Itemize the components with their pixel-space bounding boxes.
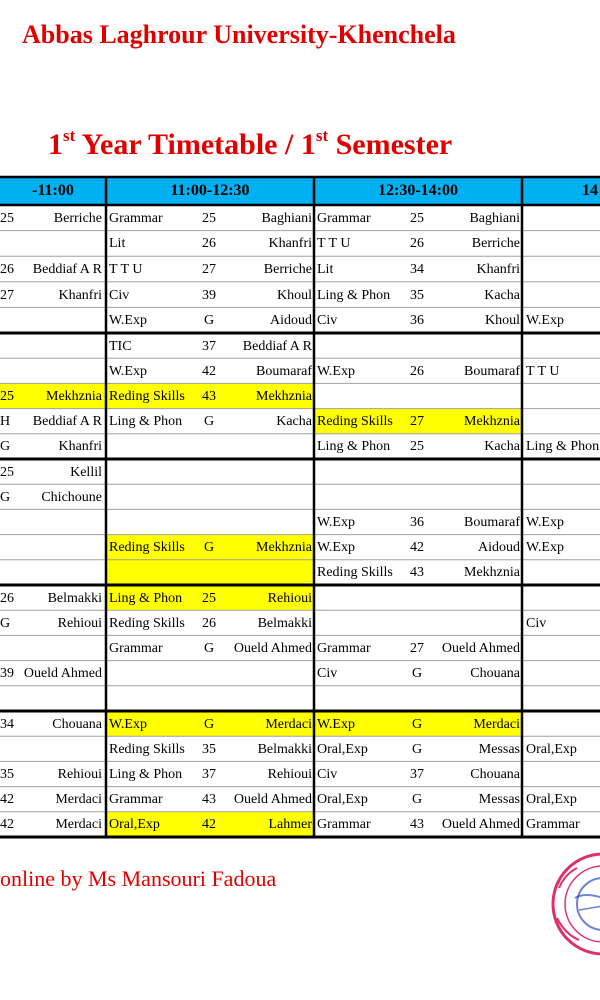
subject-name: Oral,Exp [317,741,368,757]
room-number: 34 [0,716,14,732]
room-number: H [0,414,11,430]
subject-name: T T U [317,236,351,252]
teacher-name: Merdaci [55,792,102,808]
subject-name: Ling & Phon [317,439,391,455]
teacher-name: Berriche [53,210,102,226]
subject-name: T T U [526,363,560,379]
subject-name: Oral,Exp [526,792,577,808]
time-slot-header: -11:00 [0,177,106,205]
room-number: 27 [0,287,14,303]
subject-name: W.Exp [317,540,355,556]
university-seal-stamp-icon [545,848,600,963]
subject-name: Grammar [526,817,580,833]
subject-name: Reding Skills [109,540,185,556]
subject-name: Grammar [317,210,371,226]
subject-name: Oral,Exp [109,817,160,833]
room-number: 27 [202,262,216,277]
room-number: 27 [410,641,424,656]
time-slot-header: 14 [522,177,600,205]
room-number: 25 [410,210,424,226]
room-number: 25 [202,210,216,226]
room-number: 42 [410,540,424,556]
teacher-name: Kellil [70,464,102,480]
teacher-name: Kacha [484,287,520,303]
teacher-name: Mekhznia [464,414,520,430]
room-number: 43 [410,565,424,581]
room-number: 39 [202,287,216,303]
time-slot-header: 11:00-12:30 [106,177,314,205]
time-slot-header: 12:30-14:00 [314,177,522,205]
subject-name: W.Exp [526,313,564,329]
subject-name: W.Exp [317,716,355,732]
subject-name: W.Exp [526,515,564,530]
subject-name: Civ [317,767,338,782]
teacher-name: Merdaci [473,716,520,732]
room-number: G [203,313,215,329]
subject-name: Oral,Exp [526,741,577,757]
teacher-name: Merdaci [55,817,102,833]
teacher-name: Messas [478,741,520,757]
teacher-name: Chouana [470,767,520,782]
teacher-name: Rehioui [267,767,312,782]
subject-name: Grammar [109,792,163,808]
room-number: 27 [410,414,424,430]
room-number: 36 [410,515,424,530]
teacher-name: Beddiaf A R [32,414,102,430]
subject-name: Grammar [109,210,163,226]
subject-name: Reding Skills [109,741,185,757]
teacher-name: Khoul [485,313,520,329]
room-number: G [0,615,11,631]
room-number: 34 [410,262,424,277]
room-number: 35 [202,741,216,757]
teacher-name: Oueld Ahmed [233,792,312,808]
room-number: 26 [202,615,216,631]
room-number: 26 [410,236,424,252]
teacher-name: Lahmer [268,817,312,833]
subject-name: Oral,Exp [317,792,368,808]
subject-name: T T U [109,262,143,277]
teacher-name: Khoul [277,287,312,303]
timetable-title: 1st Year Timetable / 1st Semester [48,126,453,161]
teacher-name: Mekhznia [46,389,102,404]
subject-name: Reding Skills [109,389,185,404]
room-number: G [411,666,423,682]
subject-name: W.Exp [317,363,355,379]
subject-name: Civ [109,287,130,303]
room-number: 43 [202,389,216,404]
teacher-name: Oueld Ahmed [23,666,102,682]
room-number: 42 [202,363,216,379]
subject-name: W.Exp [317,515,355,530]
teacher-name: Khanfri [476,262,520,277]
subject-name: W.Exp [109,716,147,732]
subject-name: Civ [317,666,338,682]
room-number: 37 [202,767,216,782]
room-number: G [411,741,423,757]
teacher-name: Boumaraf [256,363,312,379]
subject-name: Ling & Phon [109,767,183,782]
teacher-name: Oueld Ahmed [441,641,520,656]
teacher-name: Belmakki [257,615,312,631]
room-number: 26 [0,590,14,606]
teacher-name: Belmakki [257,741,312,757]
subject-name: Grammar [109,641,163,656]
teacher-name: Aidoud [478,540,520,556]
teacher-name: Beddiaf A R [32,262,102,277]
teacher-name: Mekhznia [256,540,312,556]
room-number: 26 [202,236,216,252]
room-number: 26 [0,262,14,277]
teacher-name: Kacha [484,439,520,455]
teacher-name: Rehioui [57,767,102,782]
teacher-name: Belmakki [47,590,102,606]
teacher-name: Baghiani [469,210,520,226]
room-number: G [203,716,215,732]
room-number: G [203,540,215,556]
room-number: G [0,489,11,505]
subject-name: W.Exp [109,313,147,329]
teacher-name: Chouana [470,666,520,682]
room-number: 37 [202,338,216,354]
subject-name: W.Exp [526,540,564,556]
room-number: 37 [410,767,424,782]
teacher-name: Oueld Ahmed [441,817,520,833]
teacher-name: Rehioui [57,615,102,631]
room-number: 35 [410,287,424,303]
subject-name: Lit [109,236,126,252]
subject-name: Ling & Phon [109,590,183,606]
room-number: 42 [0,792,14,808]
subject-name: Grammar [317,817,371,833]
room-number: 25 [410,439,424,455]
subject-name: Reding Skills [317,565,393,581]
teacher-name: Baghiani [261,210,312,226]
subject-name: Ling & Phon [109,414,183,430]
room-number: 25 [0,389,14,404]
room-number: G [203,641,215,656]
teacher-name: Khanfri [58,287,102,303]
subject-name: W.Exp [109,363,147,379]
teacher-name: Kacha [276,414,312,430]
room-number: G [411,716,423,732]
teacher-name: Boumaraf [464,515,520,530]
room-number: 42 [0,817,14,833]
teacher-name: Merdaci [265,716,312,732]
subject-name: Lit [317,262,334,277]
room-number: 43 [410,817,424,833]
subject-name: Grammar [317,641,371,656]
teacher-name: Mekhznia [464,565,520,581]
teacher-name: Mekhznia [256,389,312,404]
room-number: 25 [0,210,14,226]
university-name: Abbas Laghrour University-Khenchela [22,20,456,49]
teacher-name: Khanfri [58,439,102,455]
teacher-name: Berriche [263,262,312,277]
teacher-name: Berriche [471,236,520,252]
teacher-name: Messas [478,792,520,808]
room-number: 42 [202,817,216,833]
subject-name: Civ [526,615,547,631]
teacher-name: Beddiaf A R [242,338,312,354]
teacher-name: Boumaraf [464,363,520,379]
room-number: 39 [0,666,14,682]
teacher-name: Oueld Ahmed [233,641,312,656]
room-number: G [0,439,11,455]
teacher-name: Chichoune [41,489,102,505]
room-number: 43 [202,792,216,808]
room-number: 25 [0,464,14,480]
subject-name: Reding Skills [109,615,185,631]
subject-name: Reding Skills [317,414,393,430]
room-number: G [411,792,423,808]
subject-name: TIC [109,338,132,354]
teacher-name: Khanfri [268,236,312,252]
room-number: 25 [202,590,216,606]
teacher-name: Rehioui [267,590,312,606]
teacher-name: Chouana [52,716,102,732]
room-number: 26 [410,363,424,379]
subject-name: Ling & Phon [317,287,391,303]
footer-credit: online by Ms Mansouri Fadoua [0,866,277,891]
room-number: 35 [0,767,14,782]
room-number: G [203,414,215,430]
room-number: 36 [410,313,424,329]
subject-name: Ling & Phon [526,439,600,455]
subject-name: Civ [317,313,338,329]
teacher-name: Aidoud [270,313,312,329]
